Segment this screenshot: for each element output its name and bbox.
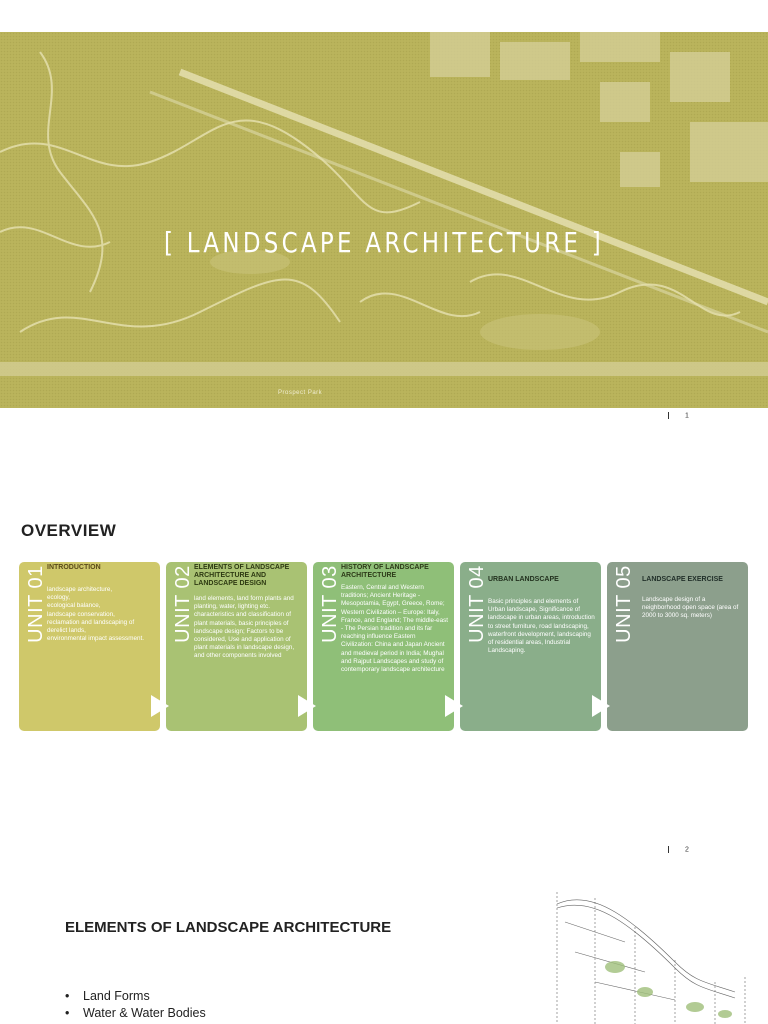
hero-aerial-image — [0, 32, 768, 408]
unit-card-04 — [460, 562, 601, 731]
unit-body: Eastern, Central and Western traditions; Ancient Heritage - Mesopotamia, Egypt, Greece, Rome; Western Civilization – Europe: Italy, France, and England; The middle-east - The Persian tradition and its far reaching influence Eastern Civilization: China and Japan Ancient and medieval period in India; Mughal and Rajput Landscapes and study of contemporary landscape architecture — [341, 584, 448, 674]
page-number-text: 2 — [685, 846, 689, 854]
elements-list — [65, 988, 206, 1022]
unit-heading: INTRODUCTION — [47, 564, 101, 571]
unit-body: Basic principles and elements of Urban landscape, Significance of landscape in urban areas, introduction to street furniture, road landscaping, waterfront development, landscaping of residential areas, Industrial Landscaping. — [488, 598, 595, 655]
unit-card-02 — [166, 562, 307, 731]
unit-card-05 — [607, 562, 748, 731]
unit-heading: LANDSCAPE EXERCISE — [642, 576, 723, 583]
unit-label: UNIT 05 — [613, 565, 635, 643]
unit-card-01 — [19, 562, 160, 731]
arrow-icon — [151, 695, 169, 717]
elements-title: ELEMENTS OF LANDSCAPE ARCHITECTURE — [65, 919, 392, 936]
unit-label: UNIT 01 — [25, 565, 47, 643]
page-divider — [668, 412, 669, 419]
unit-body: Landscape design of a neighborhood open space (area of 2000 to 3000 sq. meters) — [642, 596, 739, 620]
unit-card-03 — [313, 562, 454, 731]
hero-caption: Prospect Park — [278, 390, 323, 396]
page-divider — [668, 846, 669, 853]
unit-label: UNIT 02 — [172, 565, 194, 643]
aerial-map-texture — [0, 32, 768, 408]
arrow-icon — [298, 695, 316, 717]
hero-title: [ LANDSCAPE ARCHITECTURE ] — [163, 226, 605, 259]
list-item: • Water & Water Bodies — [65, 1005, 206, 1022]
page-number-2 — [668, 846, 689, 853]
page-number-1 — [668, 412, 689, 419]
unit-body: landscape architecture, ecology, ecological balance, landscape conservation, reclamation and landscaping of derelict lands, environmental impact assessment. — [47, 586, 144, 643]
arrow-icon — [592, 695, 610, 717]
unit-heading: HISTORY OF LANDSCAPE ARCHITECTURE — [341, 564, 429, 579]
unit-heading: ELEMENTS OF LANDSCAPE ARCHITECTURE AND LANDSCAPE DESIGN — [194, 564, 290, 587]
page-number-text: 1 — [685, 412, 689, 420]
list-item: • Land Forms — [65, 988, 206, 1005]
overview-title: OVERVIEW — [21, 521, 117, 540]
unit-heading: URBAN LANDSCAPE — [488, 576, 559, 583]
arrow-icon — [445, 695, 463, 717]
unit-body: land elements, land form plants and planting, water, lighting etc. characteristics and classification of plant materials, basic principles of landscape design; Factors to be considered, Use and application of plant materials in landscape design, and other components involved — [194, 595, 295, 660]
unit-label: UNIT 03 — [319, 565, 341, 643]
section-sketch-image — [535, 882, 765, 1024]
unit-label: UNIT 04 — [466, 565, 488, 643]
